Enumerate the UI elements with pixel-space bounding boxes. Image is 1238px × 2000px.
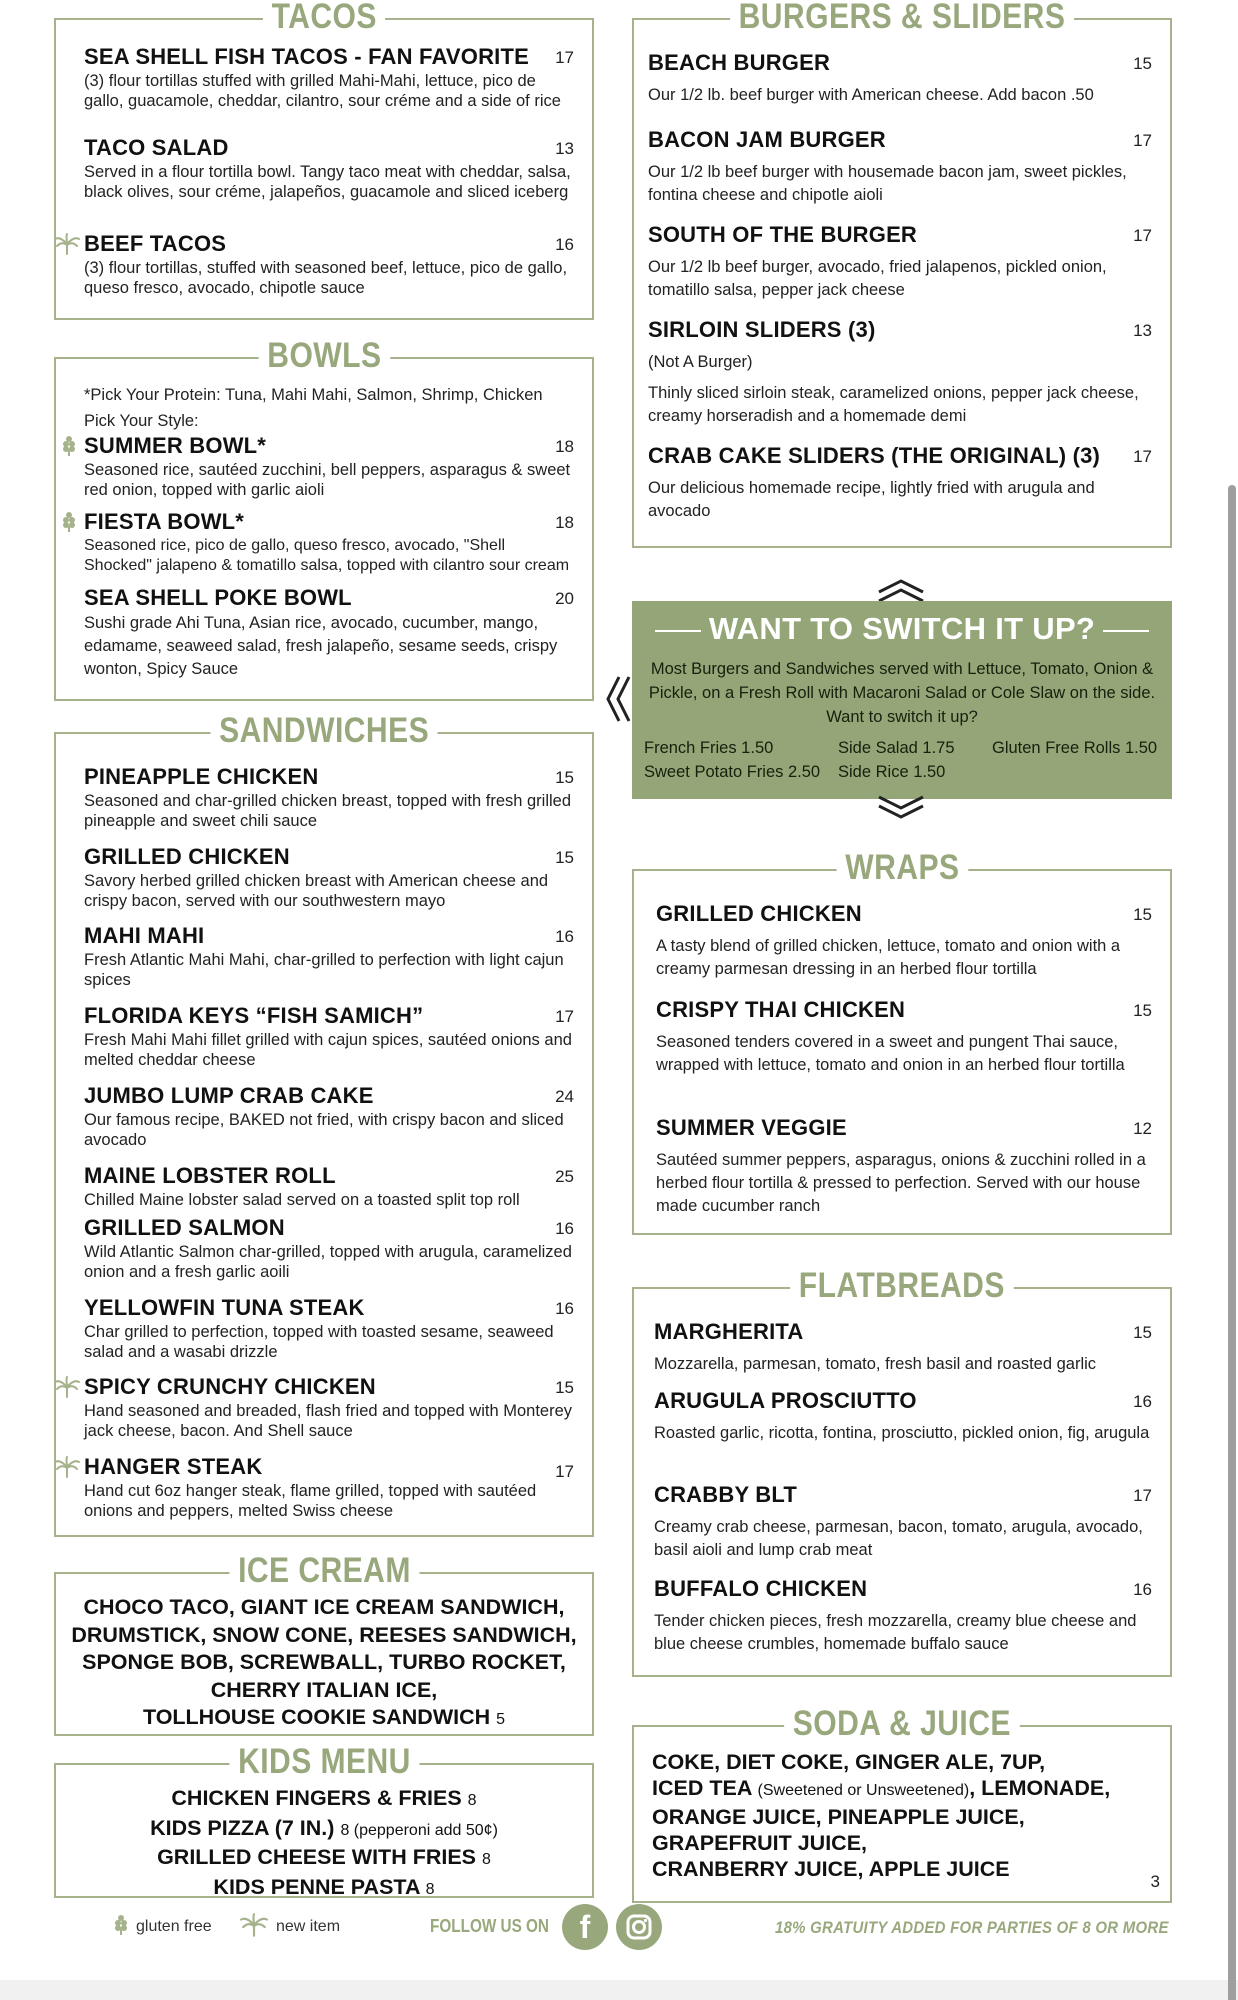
- item-name: CRISPY THAI CHICKEN: [656, 997, 906, 1022]
- item-price: 16: [555, 927, 574, 946]
- item-name: MARGHERITA: [654, 1319, 804, 1344]
- soda-list: COKE, DIET COKE, GINGER ALE, 7UP, ICED TEA (Sweetened or Unsweetened), LEMONADE, ORANGE JUICE, PINEAPPLE JUICE, GRAPEFRUIT JUICE, CRANBERRY JUICE, APPLE JUICE: [652, 1750, 1111, 1881]
- item-price: 17: [1133, 447, 1152, 466]
- item-price: 16: [1133, 1580, 1152, 1599]
- section-title: TACOS: [56, 0, 592, 36]
- item-desc: Served in a flour tortilla bowl. Tangy taco meat with cheddar, salsa, black olives, sour créme, jalapeños, guacamole and sliced iceberg: [84, 163, 571, 201]
- item-name: SUMMER BOWL*: [84, 433, 267, 458]
- item-price: 15: [1133, 1323, 1152, 1342]
- item-price: 15: [1133, 1001, 1152, 1020]
- item-name: CRABBY BLT: [654, 1482, 797, 1507]
- item-desc: Sautéed summer peppers, asparagus, onions & zucchini rolled in a herbed flour tortilla & pressed to perfection. Served with our house made cucumber ranch: [656, 1151, 1146, 1215]
- bowls-section: [54, 336, 594, 701]
- item-desc: Sushi grade Ahi Tuna, Asian rice, avocado, cucumber, mango, edamame, seaweed salad, fresh jalapeño, sesame seeds, crispy wonton, Spicy Sauce: [84, 614, 558, 678]
- item-name: GRILLED CHICKEN: [656, 901, 862, 926]
- menu-item: [648, 50, 1152, 107]
- gratuity-note: 18% GRATUITY ADDED FOR PARTIES OF 8 OR MORE: [775, 1918, 1169, 1937]
- item-desc: Wild Atlantic Salmon char-grilled, topped with arugula, caramelized onion and a fresh garlic aoili: [84, 1243, 572, 1281]
- item-name: SUMMER VEGGIE: [656, 1115, 847, 1140]
- item-name: MAHI MAHI: [84, 923, 205, 948]
- item-desc: Hand seasoned and breaded, flash fried and topped with Monterey jack cheese, bacon. And Shell sauce: [84, 1402, 572, 1440]
- tacos-section: [54, 0, 594, 320]
- section-title: KIDS MENU: [56, 1743, 592, 1781]
- bowls-protein-note: *Pick Your Protein: Tuna, Mahi Mahi, Salmon, Shrimp, Chicken Pick Your Style:: [84, 386, 543, 430]
- item-price: 20: [555, 589, 574, 608]
- item-price: 15: [555, 848, 574, 867]
- wraps-section: [632, 848, 1172, 1235]
- item-name: SPICY CRUNCHY CHICKEN: [84, 1374, 376, 1399]
- item-price: 16: [555, 1219, 574, 1238]
- item-desc: Seasoned and char-grilled chicken breast, topped with fresh grilled pineapple and sweet chili sauce: [84, 792, 572, 830]
- item-desc: Savory herbed grilled chicken breast with American cheese and crispy bacon, served with our southwestern mayo: [84, 872, 549, 910]
- item-price: 16: [555, 1299, 574, 1318]
- menu-item: [84, 764, 574, 831]
- gluten-free-icon: [62, 436, 76, 456]
- item-price: 13: [1133, 321, 1152, 340]
- item-desc: Our 1/2 lb beef burger with housemade bacon jam, sweet pickles, fontina cheese and chipotle aioli: [648, 163, 1127, 204]
- menu-item: [84, 585, 574, 681]
- item-desc: Mozzarella, parmesan, tomato, fresh basil and roasted garlic: [654, 1355, 1097, 1373]
- menu-item: [84, 1083, 574, 1150]
- item-desc: Seasoned rice, pico de gallo, queso fresco, avocado, "Shell Shocked" jalapeno & tomatillo salsa, topped with cilantro sour cream: [84, 537, 570, 574]
- kids-item: GRILLED CHEESE WITH FRIES 8: [157, 1845, 491, 1869]
- section-title: SODA & JUICE: [634, 1705, 1170, 1743]
- item-price: 25: [555, 1167, 574, 1186]
- item-desc: Seasoned tenders covered in a sweet and pungent Thai sauce, wrapped with lettuce, tomato and onion in an herbed flour tortilla: [656, 1033, 1125, 1074]
- scrollbar-thumb[interactable]: [1228, 485, 1236, 2000]
- section-title: ICE CREAM: [56, 1552, 592, 1590]
- menu-item: [84, 1215, 574, 1282]
- switch-it-up-banner: [632, 601, 1172, 799]
- chevron-up-icon: [877, 579, 925, 603]
- item-price: 17: [555, 1007, 574, 1026]
- side-option: Side Salad 1.75: [838, 739, 955, 757]
- chevron-down-icon: [877, 795, 925, 819]
- menu-item: [654, 1576, 1152, 1656]
- item-name: ARUGULA PROSCIUTTO: [654, 1388, 917, 1413]
- ice-cream-list: CHOCO TACO, GIANT ICE CREAM SANDWICH, DRUMSTICK, SNOW CONE, REESES SANDWICH, SPONGE BOB, SCREWBALL, TURBO ROCKET, CHERRY ITALIAN ICE, TOLLHOUSE COOKIE SANDWICH 5: [71, 1595, 577, 1729]
- menu-item: [654, 1388, 1152, 1445]
- item-name: GRILLED SALMON: [84, 1215, 285, 1240]
- new-item-icon: [240, 1913, 268, 1937]
- item-name: TACO SALAD: [84, 135, 229, 160]
- kids-menu-section: [54, 1742, 594, 1899]
- item-price: 17: [555, 1462, 574, 1481]
- item-subtitle: (Not A Burger): [648, 353, 753, 371]
- menu-item: [84, 509, 574, 576]
- menu-item: [648, 127, 1152, 207]
- item-name: SIRLOIN SLIDERS (3): [648, 317, 876, 342]
- menu-item: [84, 135, 574, 202]
- item-name: MAINE LOBSTER ROLL: [84, 1163, 336, 1188]
- item-desc: Char grilled to perfection, topped with toasted sesame, seaweed salad and a wasabi drizzle: [84, 1323, 554, 1361]
- item-price: 17: [1133, 226, 1152, 245]
- item-price: 18: [555, 437, 574, 456]
- item-desc: A tasty blend of grilled chicken, lettuce, tomato and onion with a creamy parmesan dressing in an herbed flour tortilla: [656, 937, 1121, 978]
- soda-juice-section: [632, 1704, 1172, 1903]
- soda-price: 3: [1150, 1872, 1160, 1891]
- item-price: 17: [1133, 1486, 1152, 1505]
- banner-title: WANT TO SWITCH IT UP?: [632, 611, 1172, 647]
- item-desc: Hand cut 6oz hanger steak, flame grilled, topped with sautéed onions and peppers, melted Swiss cheese: [84, 1482, 537, 1520]
- item-desc: Roasted garlic, ricotta, fontina, prosciutto, pickled onion, fig, arugula: [654, 1424, 1150, 1442]
- kids-list: [56, 1785, 592, 1903]
- side-option: Gluten Free Rolls 1.50: [992, 739, 1158, 757]
- kids-item: CHICKEN FINGERS & FRIES 8: [171, 1786, 477, 1810]
- item-price: 24: [555, 1087, 574, 1106]
- burgers-section: [632, 0, 1172, 548]
- side-option: French Fries 1.50: [644, 739, 774, 757]
- section-title: WRAPS: [634, 849, 1170, 887]
- item-name: BUFFALO CHICKEN: [654, 1576, 868, 1601]
- section-title: SANDWICHES: [56, 712, 592, 750]
- item-name: YELLOWFIN TUNA STEAK: [84, 1295, 365, 1320]
- item-desc: Fresh Atlantic Mahi Mahi, char-grilled to perfection with light cajun spices: [84, 951, 564, 989]
- ice-cream-section: [54, 1551, 594, 1736]
- section-title: BURGERS & SLIDERS: [634, 0, 1170, 36]
- menu-item: [654, 1319, 1152, 1376]
- item-desc: (3) flour tortillas, stuffed with seasoned beef, lettuce, pico de gallo, queso fresco, avocado, chipotle sauce: [84, 259, 568, 297]
- item-name: HANGER STEAK: [84, 1454, 263, 1479]
- facebook-icon[interactable]: f: [562, 1904, 608, 1950]
- item-name: BACON JAM BURGER: [648, 127, 886, 152]
- section-title: BOWLS: [56, 337, 592, 375]
- item-price: 17: [555, 48, 574, 67]
- item-price: 17: [1133, 131, 1152, 150]
- new-item-icon: [54, 233, 80, 255]
- item-name: JUMBO LUMP CRAB CAKE: [84, 1083, 374, 1108]
- menu-item: [656, 901, 1152, 981]
- menu-item: [84, 844, 574, 911]
- item-name: PINEAPPLE CHICKEN: [84, 764, 319, 789]
- menu-item: [648, 222, 1152, 302]
- item-price: 15: [555, 768, 574, 787]
- menu-item: [84, 1374, 574, 1441]
- follow-us-label: FOLLOW US ON: [430, 1916, 549, 1936]
- item-name: GRILLED CHICKEN: [84, 844, 290, 869]
- item-price: 13: [555, 139, 574, 158]
- menu-item: [654, 1482, 1152, 1562]
- kids-item: KIDS PIZZA (7 IN.) 8 (pepperoni add 50¢): [150, 1815, 498, 1840]
- new-item-legend: new item: [276, 1918, 341, 1935]
- sandwiches-section: [54, 711, 594, 1537]
- item-desc: Creamy crab cheese, parmesan, bacon, tomato, arugula, avocado, basil aioli and lump crab meat: [654, 1518, 1143, 1559]
- item-desc: Our 1/2 lb beef burger, avocado, fried jalapenos, pickled onion, tomatillo salsa, pepper jack cheese: [648, 258, 1107, 299]
- item-price: 16: [1133, 1392, 1152, 1411]
- item-name: BEACH BURGER: [648, 50, 831, 75]
- scrollbar-track[interactable]: [1226, 0, 1238, 1980]
- item-name: FIESTA BOWL*: [84, 509, 245, 534]
- item-name: SEA SHELL FISH TACOS - FAN FAVORITE: [84, 44, 529, 69]
- gluten-free-icon: [62, 512, 76, 532]
- item-name: SOUTH OF THE BURGER: [648, 222, 918, 247]
- banner-desc: Most Burgers and Sandwiches served with Lettuce, Tomato, Onion & Pickle, on a Fresh Roll with Macaroni Salad or Cole Slaw on the side. Want to switch it up?: [648, 660, 1156, 726]
- instagram-icon[interactable]: [616, 1904, 662, 1950]
- menu-item: [648, 443, 1152, 523]
- menu-item: [84, 433, 574, 500]
- item-name: SEA SHELL POKE BOWL: [84, 585, 352, 610]
- item-desc: Our famous recipe, BAKED not fried, with crispy bacon and sliced avocado: [84, 1111, 564, 1149]
- new-item-icon: [54, 1376, 80, 1398]
- ice-cream-price: 5: [496, 1711, 506, 1728]
- item-price: 15: [1133, 905, 1152, 924]
- side-option: Sweet Potato Fries 2.50: [644, 763, 821, 781]
- item-name: CRAB CAKE SLIDERS (THE ORIGINAL) (3): [648, 443, 1101, 468]
- item-desc: Fresh Mahi Mahi fillet grilled with cajun spices, sautéed onions and melted cheddar cheese: [84, 1031, 572, 1069]
- side-option: Side Rice 1.50: [838, 763, 946, 781]
- kids-item: KIDS PENNE PASTA 8: [213, 1874, 435, 1899]
- item-desc: Seasoned rice, sautéed zucchini, bell peppers, asparagus & sweet red onion, topped with garlic aioli: [84, 461, 571, 499]
- item-desc: Tender chicken pieces, fresh mozzarella, creamy blue cheese and blue cheese crumbles, homemade buffalo sauce: [654, 1612, 1137, 1653]
- item-price: 18: [555, 513, 574, 532]
- item-desc: (3) flour tortillas stuffed with grilled Mahi-Mahi, lettuce, pico de gallo, guacamole, cheddar, cilantro, sour créme and a side of rice: [84, 72, 561, 110]
- menu-item: [648, 317, 1152, 428]
- item-desc: Chilled Maine lobster salad served on a toasted split top roll: [84, 1191, 520, 1209]
- item-price: 16: [555, 235, 574, 254]
- item-name: FLORIDA KEYS “FISH SAMICH”: [84, 1003, 424, 1028]
- gluten-free-icon: [114, 1913, 128, 1937]
- menu-item: [84, 1295, 574, 1362]
- menu-item: [656, 1115, 1152, 1218]
- menu-item: [84, 1003, 574, 1070]
- item-price: 15: [555, 1378, 574, 1397]
- item-name: BEEF TACOS: [84, 231, 227, 256]
- flatbreads-section: [632, 1266, 1172, 1677]
- item-desc: Our delicious homemade recipe, lightly fried with arugula and avocado: [648, 479, 1095, 520]
- section-title: FLATBREADS: [634, 1267, 1170, 1305]
- gluten-free-legend: gluten free: [136, 1918, 212, 1935]
- item-desc: Thinly sliced sirloin steak, caramelized onions, pepper jack cheese, creamy horseradish and a homemade demi: [648, 384, 1139, 425]
- menu-item: [84, 1163, 574, 1210]
- menu-item: [656, 997, 1152, 1077]
- new-item-icon: [54, 1456, 80, 1478]
- footer: [0, 1900, 1238, 1952]
- item-desc: Our 1/2 lb. beef burger with American cheese. Add bacon .50: [648, 86, 1094, 104]
- item-price: 12: [1133, 1119, 1152, 1138]
- chevron-left-icon: [606, 675, 632, 723]
- item-price: 15: [1133, 54, 1152, 73]
- menu-item: [84, 44, 574, 111]
- menu-item: [84, 231, 574, 298]
- menu-item: [84, 923, 574, 990]
- menu-item: [84, 1454, 574, 1521]
